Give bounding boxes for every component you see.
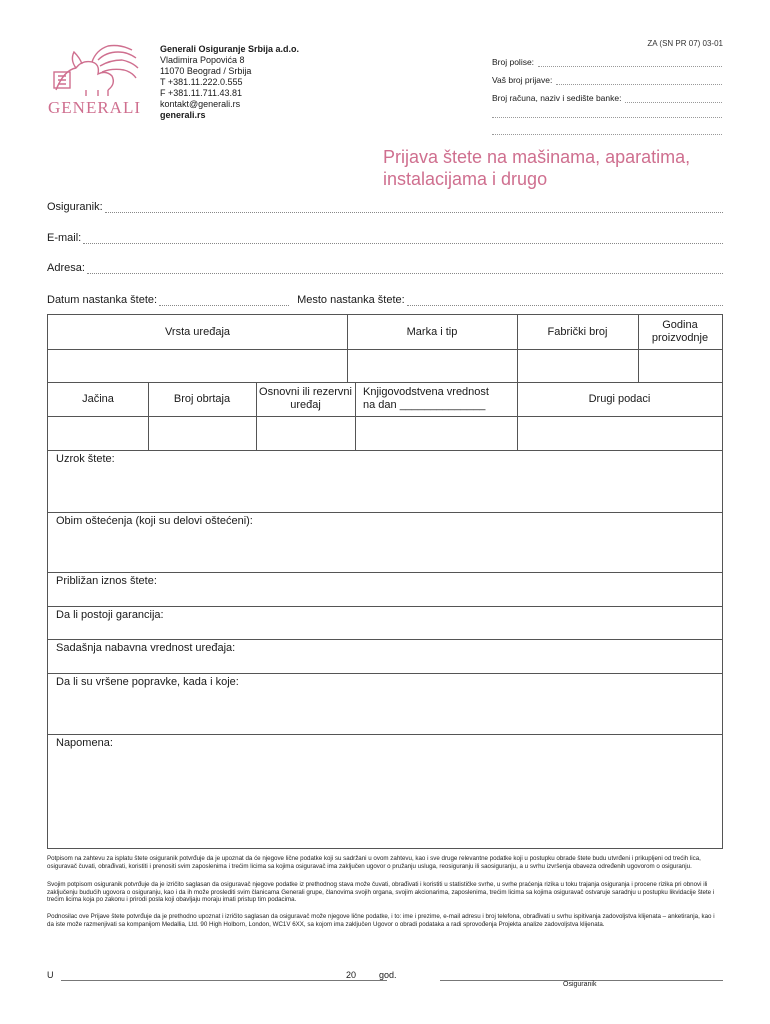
col-brand-type: Marka i tip	[406, 325, 458, 338]
signature-row	[47, 970, 723, 984]
insured-field[interactable]	[47, 201, 723, 213]
policy-number-field[interactable]	[492, 57, 722, 67]
bank-account-label: Broj računa, naziv i sedište banke:	[492, 93, 622, 103]
cause-input[interactable]	[48, 450, 722, 512]
legal-paragraph-2: Svojim potpisom osiguranik potvrđuje da je izričito saglasan da osiguravač njegove podatke iz prethodnog stava može čuvati, obrađivati i koristiti u statističke svrhe, u svrhe praćenja rizika u toku trajanja osiguranja i procene rizika pri obnovi ili zaključenju budućih ugovora o osiguranju, kao i da ih može proslediti svim članicama Generali grupe, članovima svojih organa, svojim akcionarima, zaposlenima, trećim licima sa kojima osiguravač ostvaruje saradnju u postupku likvidacije štete i trećim licima koja po zakonu i prirodi posla koji obavljaju moraju imati pristup tim podacima.	[47, 881, 715, 904]
company-web: generali.rs	[160, 110, 206, 120]
damage-place-label: Mesto nastanka štete:	[297, 294, 405, 306]
year-suffix: god.	[379, 970, 397, 980]
warranty-label: Da li postoji garancija:	[56, 609, 164, 621]
bank-account-line-3[interactable]	[492, 134, 722, 135]
input-other-data[interactable]	[517, 416, 722, 450]
form-code: ZA (SN PR 07) 03-01	[647, 39, 723, 48]
repairs-label: Da li su vršene popravke, kada i koje:	[56, 676, 239, 688]
form-title	[383, 146, 690, 190]
place-date-input[interactable]	[61, 980, 387, 981]
input-main-or-spare[interactable]	[256, 416, 355, 450]
policy-number-label: Broj polise:	[492, 57, 535, 67]
extent-input[interactable]	[48, 512, 722, 572]
company-address-2: 11070 Beograd / Srbija	[160, 66, 252, 76]
input-serial-number[interactable]	[517, 349, 638, 382]
damage-date-input[interactable]	[159, 296, 289, 306]
signer-label: Osiguranik	[563, 981, 597, 988]
warranty-input[interactable]	[48, 606, 722, 639]
book-value-label: Knjigovodstvena vrednost	[363, 386, 489, 398]
damage-place-input[interactable]	[407, 296, 723, 306]
extent-label: Obim oštećenja (koji su delovi oštećeni):	[56, 515, 253, 527]
input-book-value[interactable]	[355, 416, 517, 450]
legal-paragraph-1: Potpisom na zahtevu za isplatu štete osiguranik potvrđuje da je upoznat da će njegove lične podatke koji su sadržani u ovom zahtevu, kao i sve druge relevantne podatke koji u postupku obrade štete budu utvrđeni i prikupljeni od trećih lica, osiguravač čuvati, obrađivati, koristiti i prenositi svim zaposlenima i trećim licima sa kojima osiguravač ima zaključen ugovor o pružanju usluga, reosiguranju ili saosiguranju, a u svrhu izvršenja obaveza određenih ugovorom o osiguranju.	[47, 855, 701, 870]
winged-lion-icon	[46, 40, 146, 100]
claim-number-label: Vaš broj prijave:	[492, 75, 553, 85]
address-label: Adresa:	[47, 262, 85, 274]
col-rpm: Broj obrtaja	[173, 392, 231, 405]
input-production-year[interactable]	[638, 349, 722, 382]
col-device-type: Vrsta uređaja	[164, 325, 231, 338]
year-prefix: 20	[346, 970, 357, 980]
current-value-input[interactable]	[48, 639, 722, 673]
amount-input[interactable]	[48, 572, 722, 606]
damage-date-place-row	[47, 294, 723, 306]
legal-paragraph-3: Podnosilac ove Prijave štete potvrđuje da je prethodno upoznat i izričito saglasan da osiguravač može njegove lične podatke, i to: ime i prezime, e-mail adresu i broj telefona, obrađivati u svrhu ispitivanja zadovoljstva klijenata – anketiranja, kao i da iste može razmenjivati sa kompanijom Medallia, Ltd. 90 High Holborn, London, WC1V 6XX, sa kojom ima zaključen Ugovor o obradi podataka a radi sprovođenja Projekta analize zadovoljstva klijenata.	[47, 913, 715, 928]
email-label: E-mail:	[47, 232, 82, 244]
input-rpm[interactable]	[148, 416, 256, 450]
book-value-date: na dan ______________	[363, 399, 486, 411]
col-other-data: Drugi podaci	[588, 392, 651, 405]
company-phone: T +381.11.222.0.555	[160, 77, 243, 87]
insured-label: Osiguranik:	[47, 201, 103, 213]
col-power: Jačina	[82, 392, 114, 405]
input-power[interactable]	[48, 416, 148, 450]
note-input[interactable]	[48, 734, 722, 848]
col-serial-number: Fabrički broj	[547, 325, 608, 338]
col-main-or-spare: Osnovni ili rezervni uređaj	[259, 386, 352, 411]
company-info	[160, 44, 299, 121]
damage-details-table	[47, 314, 723, 849]
repairs-input[interactable]	[48, 673, 722, 734]
input-device-type[interactable]	[48, 349, 347, 382]
note-label: Napomena:	[56, 737, 113, 749]
form-title-line-2: instalacijama i drugo	[383, 169, 548, 189]
company-name: Generali Osiguranje Srbija a.d.o.	[160, 44, 300, 54]
logo-wordmark: GENERALI	[48, 98, 141, 117]
address-field[interactable]	[47, 262, 723, 274]
form-title-line-1: Prijava štete na mašinama, aparatima,	[383, 147, 691, 167]
company-address-1: Vladimira Popovića 8	[160, 55, 245, 65]
col-book-value	[355, 382, 517, 416]
col-production-year: Godina proizvodnje	[651, 319, 709, 344]
email-field[interactable]	[47, 232, 723, 244]
place-prefix: U	[47, 970, 54, 980]
company-email: kontakt@generali.rs	[160, 99, 241, 109]
bank-account-field[interactable]	[492, 93, 722, 103]
bank-account-line-2[interactable]	[492, 117, 722, 118]
input-brand-type[interactable]	[347, 349, 517, 382]
company-fax: F +381.11.711.43.81	[160, 88, 242, 98]
amount-label: Približan iznos štete:	[56, 575, 157, 587]
cause-label: Uzrok štete:	[56, 453, 115, 465]
year-input[interactable]	[361, 980, 375, 981]
current-value-label: Sadašnja nabavna vrednost uređaja:	[56, 642, 236, 654]
damage-date-label: Datum nastanka štete:	[47, 294, 158, 306]
claim-number-field[interactable]	[492, 75, 722, 85]
